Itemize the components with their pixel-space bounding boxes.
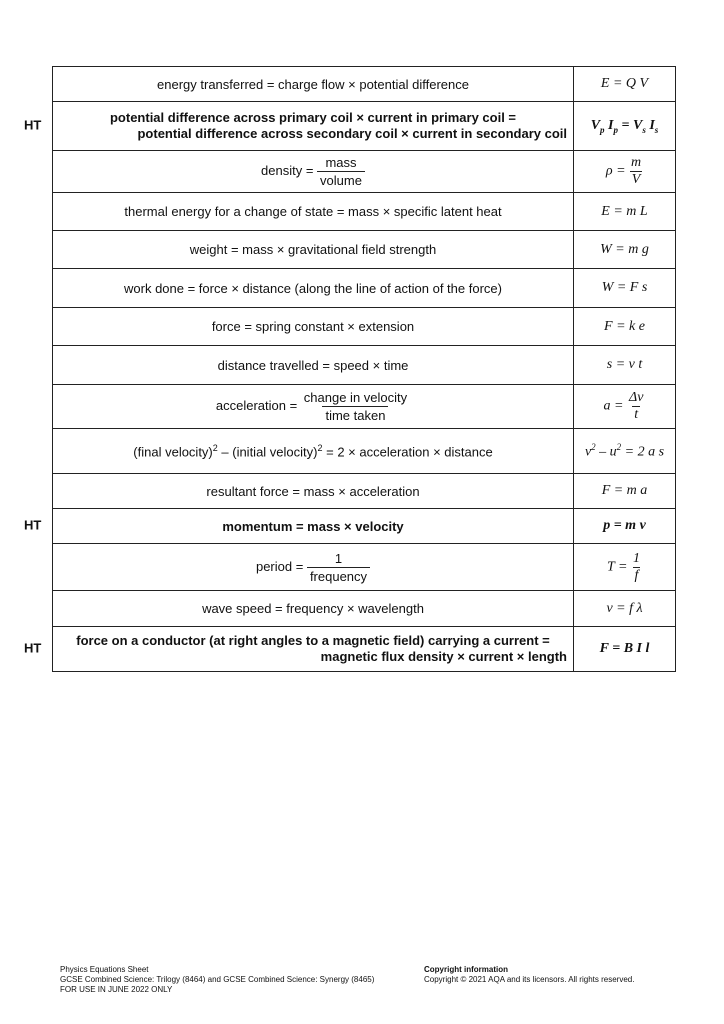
symbol-part: = V [621,117,643,133]
equation-symbol [574,385,676,429]
equation-symbol: v = f λ [574,591,676,627]
words-fraction [307,551,370,584]
equation-words: wave speed = frequency × wavelength [53,591,574,627]
numerator: m [631,155,642,170]
equation-words: thermal energy for a change of state = mass × specific latent heat [53,193,574,231]
equation-words [53,627,574,672]
words-part: (final velocity) [133,444,213,460]
equation-row [53,269,676,308]
equation-words: force = spring constant × extension [53,308,574,346]
numerator: 1 [334,550,343,566]
footer-line: GCSE Combined Science: Trilogy (8464) and GCSE Combined Science: Synergy (8465) [60,975,375,984]
equation-row [53,308,676,346]
footer-line: FOR USE IN JUNE 2022 ONLY [60,985,173,994]
equation-symbol [574,102,676,151]
symbol-part: V [590,117,601,133]
equation-symbol: W = F s [574,269,676,308]
equation-symbol: F = B I l [574,627,676,672]
equation-words: work done = force × distance (along the line of action of the force) [53,269,574,308]
equation-row [53,346,676,385]
ht-marker-1: HT [24,117,42,133]
symbol-part: v [584,444,592,460]
symbol-prefix: T = [607,559,628,575]
equation-symbol: F = k e [574,308,676,346]
equation-row [53,151,676,193]
equation-row [53,544,676,591]
denominator: t [634,407,639,422]
equation-words: resultant force = mass × acceleration [53,474,574,509]
symbol-part: = 2 a s [621,444,665,460]
denominator: volume [317,171,365,188]
symbol-subscript: s [654,124,659,135]
words-part: – (initial velocity) [217,444,318,460]
ht-marker-3: HT [24,640,42,656]
words-prefix: acceleration = [215,397,298,413]
equation-symbol [574,151,676,193]
footer-line: Physics Equations Sheet [60,965,149,974]
symbol-prefix: ρ = [605,163,626,179]
symbol-superscript: 2 [591,441,596,452]
footer-copyright [424,965,634,985]
equation-row [53,231,676,269]
words-fraction [301,390,410,423]
words-fraction [317,155,365,188]
equation-symbol: E = m L [574,193,676,231]
equation-symbol [574,544,676,591]
equation-words: distance travelled = speed × time [53,346,574,385]
equation-words: weight = mass × gravitational field strength [53,231,574,269]
copyright-text: Copyright © 2021 AQA and its licensors. All rights reserved. [424,975,635,984]
equation-row [53,627,676,672]
equation-row [53,193,676,231]
equation-symbol: p = m v [574,509,676,544]
equation-row [53,474,676,509]
equation-symbol: E = Q V [574,67,676,102]
equation-words [53,429,574,474]
equation-words [53,151,574,193]
words-part: = 2 × acceleration × distance [322,444,493,460]
numerator: Δv [629,390,644,405]
numerator: change in velocity [303,390,408,405]
words-line-1: force on a conductor (at right angles to a magnetic field) carrying a current = [76,633,550,648]
symbol-subscript: s [642,124,646,135]
symbol-fraction [631,551,642,584]
footer-sheet-info [60,965,374,995]
symbol-part: – u [595,444,617,460]
symbol-part: I [649,117,655,133]
words-prefix: density = [261,162,314,178]
equation-words [53,385,574,429]
words-line-2: magnetic flux density × current × length [320,649,567,664]
equation-row [53,67,676,102]
equation-row [53,102,676,151]
words-superscript: 2 [212,442,218,453]
equation-words [53,102,574,151]
denominator: V [631,172,641,187]
symbol-superscript: 2 [616,441,622,452]
denominator: frequency [307,567,370,584]
copyright-title: Copyright information [424,965,508,974]
equation-symbol [574,429,676,474]
ht-marker-2: HT [24,517,42,533]
equation-row [53,429,676,474]
equations-table [52,66,676,672]
equation-words: energy transferred = charge flow × potential difference [53,67,574,102]
symbol-part: I [608,117,614,133]
words-line-1: potential difference across primary coil × current in primary coil = [109,110,517,125]
equation-words: momentum = mass × velocity [53,509,574,544]
numerator: mass [325,155,357,170]
equation-symbol: s = v t [574,346,676,385]
symbol-subscript: p [600,124,605,135]
words-superscript: 2 [317,442,323,453]
denominator: time taken [322,406,388,423]
equation-symbol: W = m g [574,231,676,269]
numerator: 1 [632,550,640,566]
words-line-2: potential difference across secondary coil × current in secondary coil [137,126,567,141]
equation-row [53,509,676,544]
equation-symbol: F = m a [574,474,676,509]
equation-row [53,385,676,429]
denominator: f [634,567,639,583]
equation-row [53,591,676,627]
symbol-fraction [629,155,643,188]
symbol-fraction [627,390,645,423]
symbol-prefix: a = [603,398,624,414]
symbol-subscript: p [613,124,618,135]
equation-words [53,544,574,591]
words-prefix: period = [255,558,304,574]
